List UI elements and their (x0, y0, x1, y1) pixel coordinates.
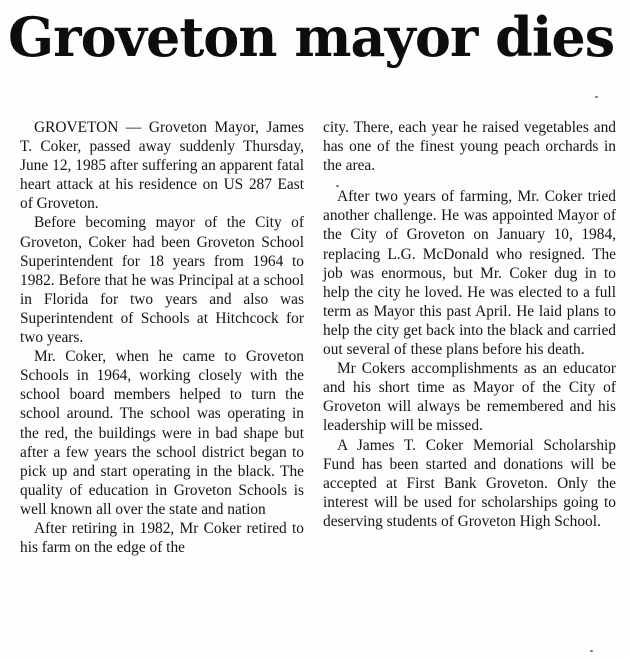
article-paragraph: After two years of farming, Mr. Coker tried another challenge. He was appointed Mayor of the City of Groveton on January 10, 1984, replacing L.G. McDonald who resigned. The job was enormous, but Mr. Coker dug in to help the city he loved. He was elected to a full term as Mayor this past April. He laid plans to help the city get back into the black and carried out several of these plans before his death. (323, 188, 616, 359)
article-paragraph: Mr. Coker, when he came to Groveton Schools in 1964, working closely with the school board members helped to turn the school around. The school was operating in the red, the buildings were in bad shape but after a few years the school district began to pick up and start operating in the black. The quality of education in Groveton Schools is well known all over the state and nation (20, 348, 304, 518)
article-paragraph: After retiring in 1982, Mr Coker retired to his farm on the edge of the (20, 519, 304, 557)
print-speck (595, 96, 598, 98)
article-paragraph: Before becoming mayor of the City of Groveton, Coker had been Groveton School Superintendent for 18 years from 1964 to 1982. Before that he was Principal at a school in Florida for two years and also was Superintendent of Schools at Hitchcock for two years. (20, 214, 304, 347)
print-speck (590, 650, 593, 652)
print-speck (336, 185, 339, 187)
article-paragraph: A James T. Coker Memorial Scholarship Fund has been started and donations will be accepted at First Bank Groveton. Only the interest will be used for scholarships going to deserving students of Groveton High School. (323, 436, 616, 530)
headline: Groveton mayor dies (8, 5, 615, 69)
article-paragraph: Mr Cokers accomplishments as an educator and his short time as Mayor of the City of Groveton will always be remembered and his leadership will be missed. (323, 360, 616, 435)
paragraph-gap (323, 175, 616, 187)
article-paragraph: GROVETON — Groveton Mayor, James T. Coker, passed away suddenly Thursday, June 12, 1985 after suffering an apparent fatal heart attack at his residence on US 287 East of Groveton. (20, 119, 304, 213)
article-paragraph-continued: city. There, each year he raised vegetables and has one of the finest young peach orchards in the area. (323, 119, 616, 175)
article-column-left (20, 118, 304, 557)
article-column-right (323, 118, 616, 531)
